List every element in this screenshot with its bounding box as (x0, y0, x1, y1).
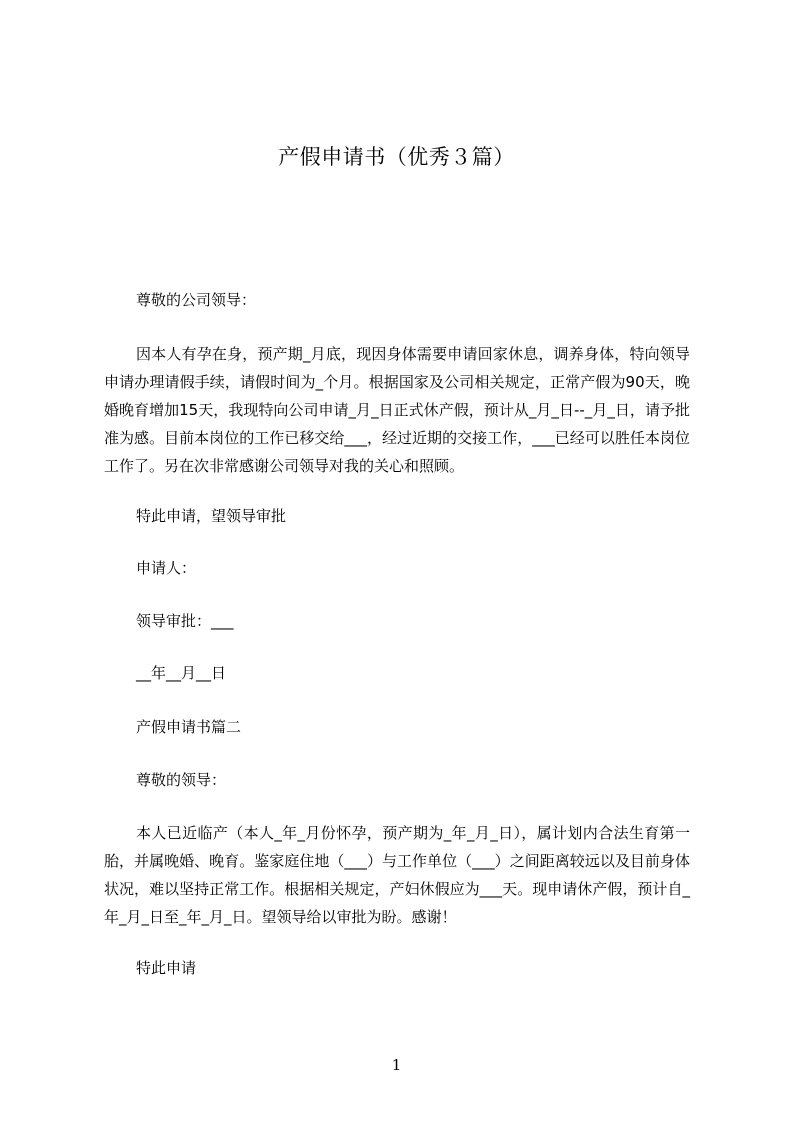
closing-request-2: 特此申请 (136, 959, 197, 977)
applicant-label: 申请人： (136, 559, 197, 577)
section-heading-2: 产假申请书篇二 (136, 718, 242, 736)
salutation-leaders: 尊敬的领导： (136, 771, 227, 789)
body-paragraph-2: 本人已近临产（本人_年_月份怀孕，预产期为_年_月_日），属计划内合法生育第一胎，并属晚婚、晚育。鉴家庭住地（___）与工作单位（___）之间距离较远以及目前身体状况，难以坚持正常工作。根据相关规定，产妇休假应为___天。现申请休产假，预计自_年_月_日至_年_月_日。望领导给以审批为盼。感谢！ (104, 824, 690, 926)
body-paragraph-1: 因本人有孕在身，预产期_月底，现因身体需要申请回家休息，调养身体，特向领导申请办理请假手续，请假时间为_个月。根据国家及公司相关规定，正常产假为90天，晚婚晚育增加15天，我现特向公司申请_月_日正式休产假，预计从_月_日--_月_日，请予批准为感。目前本岗位的工作已移交给___，经过近期的交接工作，___已经可以胜任本岗位工作了。另在次非常感谢公司领导对我的关心和照顾。 (104, 345, 690, 475)
leader-approval-label: 领导审批：___ (136, 612, 234, 630)
page-number: 1 (391, 1056, 402, 1074)
salutation-company-leaders: 尊敬的公司领导： (136, 291, 257, 309)
document-title: 产假申请书（优秀３篇） (278, 145, 515, 169)
closing-request-1: 特此申请，望领导审批 (136, 507, 287, 525)
date-line: __年__月__日 (136, 664, 227, 682)
